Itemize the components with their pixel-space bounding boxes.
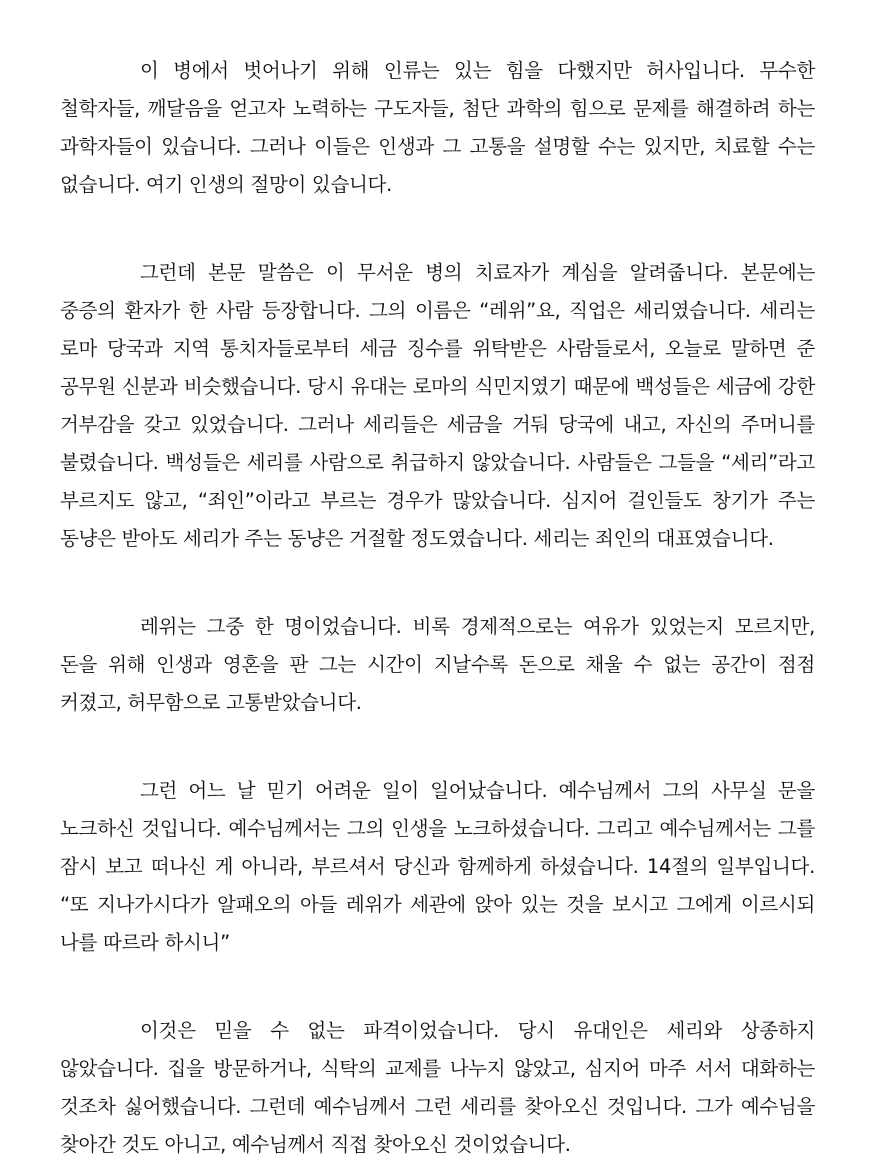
paragraph-3: 레위는 그중 한 명이었습니다. 비록 경제적으로는 여유가 있었는지 모르지만, 돈을 위해 인생과 영혼을 판 그는 시간이 지날수록 돈으로 채울 수 없는 공간이 점점 커졌고, 허무함으로 고통받았습니다. xyxy=(60,615,815,714)
paragraph-4: 그런 어느 날 믿기 어려운 일이 일어났습니다. 예수님께서 그의 사무실 문을 노크하신 것입니다. 예수님께서는 그의 인생을 노크하셨습니다. 그리고 예수님께서는 그를 잠시 보고 떠나신 게 아니라, 부르셔서 당신과 함께하게 하셨습니다. 14절의 일부입니다. “또 지나가시다가 알패오의 아들 레위가 세관에 앉아 있는 것을 보시고 그에게 이르시되 나를 따르라 하시니” xyxy=(60,779,815,954)
paragraph-5: 이것은 믿을 수 없는 파격이었습니다. 당시 유대인은 세리와 상종하지 않았습니다. 집을 방문하거나, 식탁의 교제를 나누지 않았고, 심지어 마주 서서 대화하는 것조차 싫어했습니다. 그런데 예수님께서 그런 세리를 찾아오신 것입니다. 그가 예수님을 찾아간 것도 아니고, 예수님께서 직접 찾아오신 것이었습니다. xyxy=(60,1019,815,1156)
paragraph-2: 그런데 본문 말씀은 이 무서운 병의 치료자가 계심을 알려줍니다. 본문에는 중증의 환자가 한 사람 등장합니다. 그의 이름은 “레위”요, 직업은 세리였습니다. 세리는 로마 당국과 지역 통치자들로부터 세금 징수를 위탁받은 사람들로서, 오늘로 말하면 준 공무원 신분과 비슷했습니다. 당시 유대는 로마의 식민지였기 때문에 백성들은 세금에 강한 거부감을 갖고 있었습니다. 그러나 세리들은 세금을 거둬 당국에 내고, 자신의 주머니를 불렸습니다. 백성들은 세리를 사람으로 취급하지 않았습니다. 사람들은 그들을 “세리”라고 부르지도 않고, “죄인”이라고 부르는 경우가 많았습니다. 심지어 걸인들도 창기가 주는 동냥은 받아도 세리가 주는 동냥은 거절할 정도였습니다. 세리는 죄인의 대표였습니다. xyxy=(60,261,815,550)
paragraph-1: 이 병에서 벗어나기 위해 인류는 있는 힘을 다했지만 허사입니다. 무수한 철학자들, 깨달음을 얻고자 노력하는 구도자들, 첨단 과학의 힘으로 문제를 해결하려 하는 과학자들이 있습니다. 그러나 이들은 인생과 그 고통을 설명할 수는 있지만, 치료할 수는 없습니다. 여기 인생의 절망이 있습니다. xyxy=(60,59,815,196)
